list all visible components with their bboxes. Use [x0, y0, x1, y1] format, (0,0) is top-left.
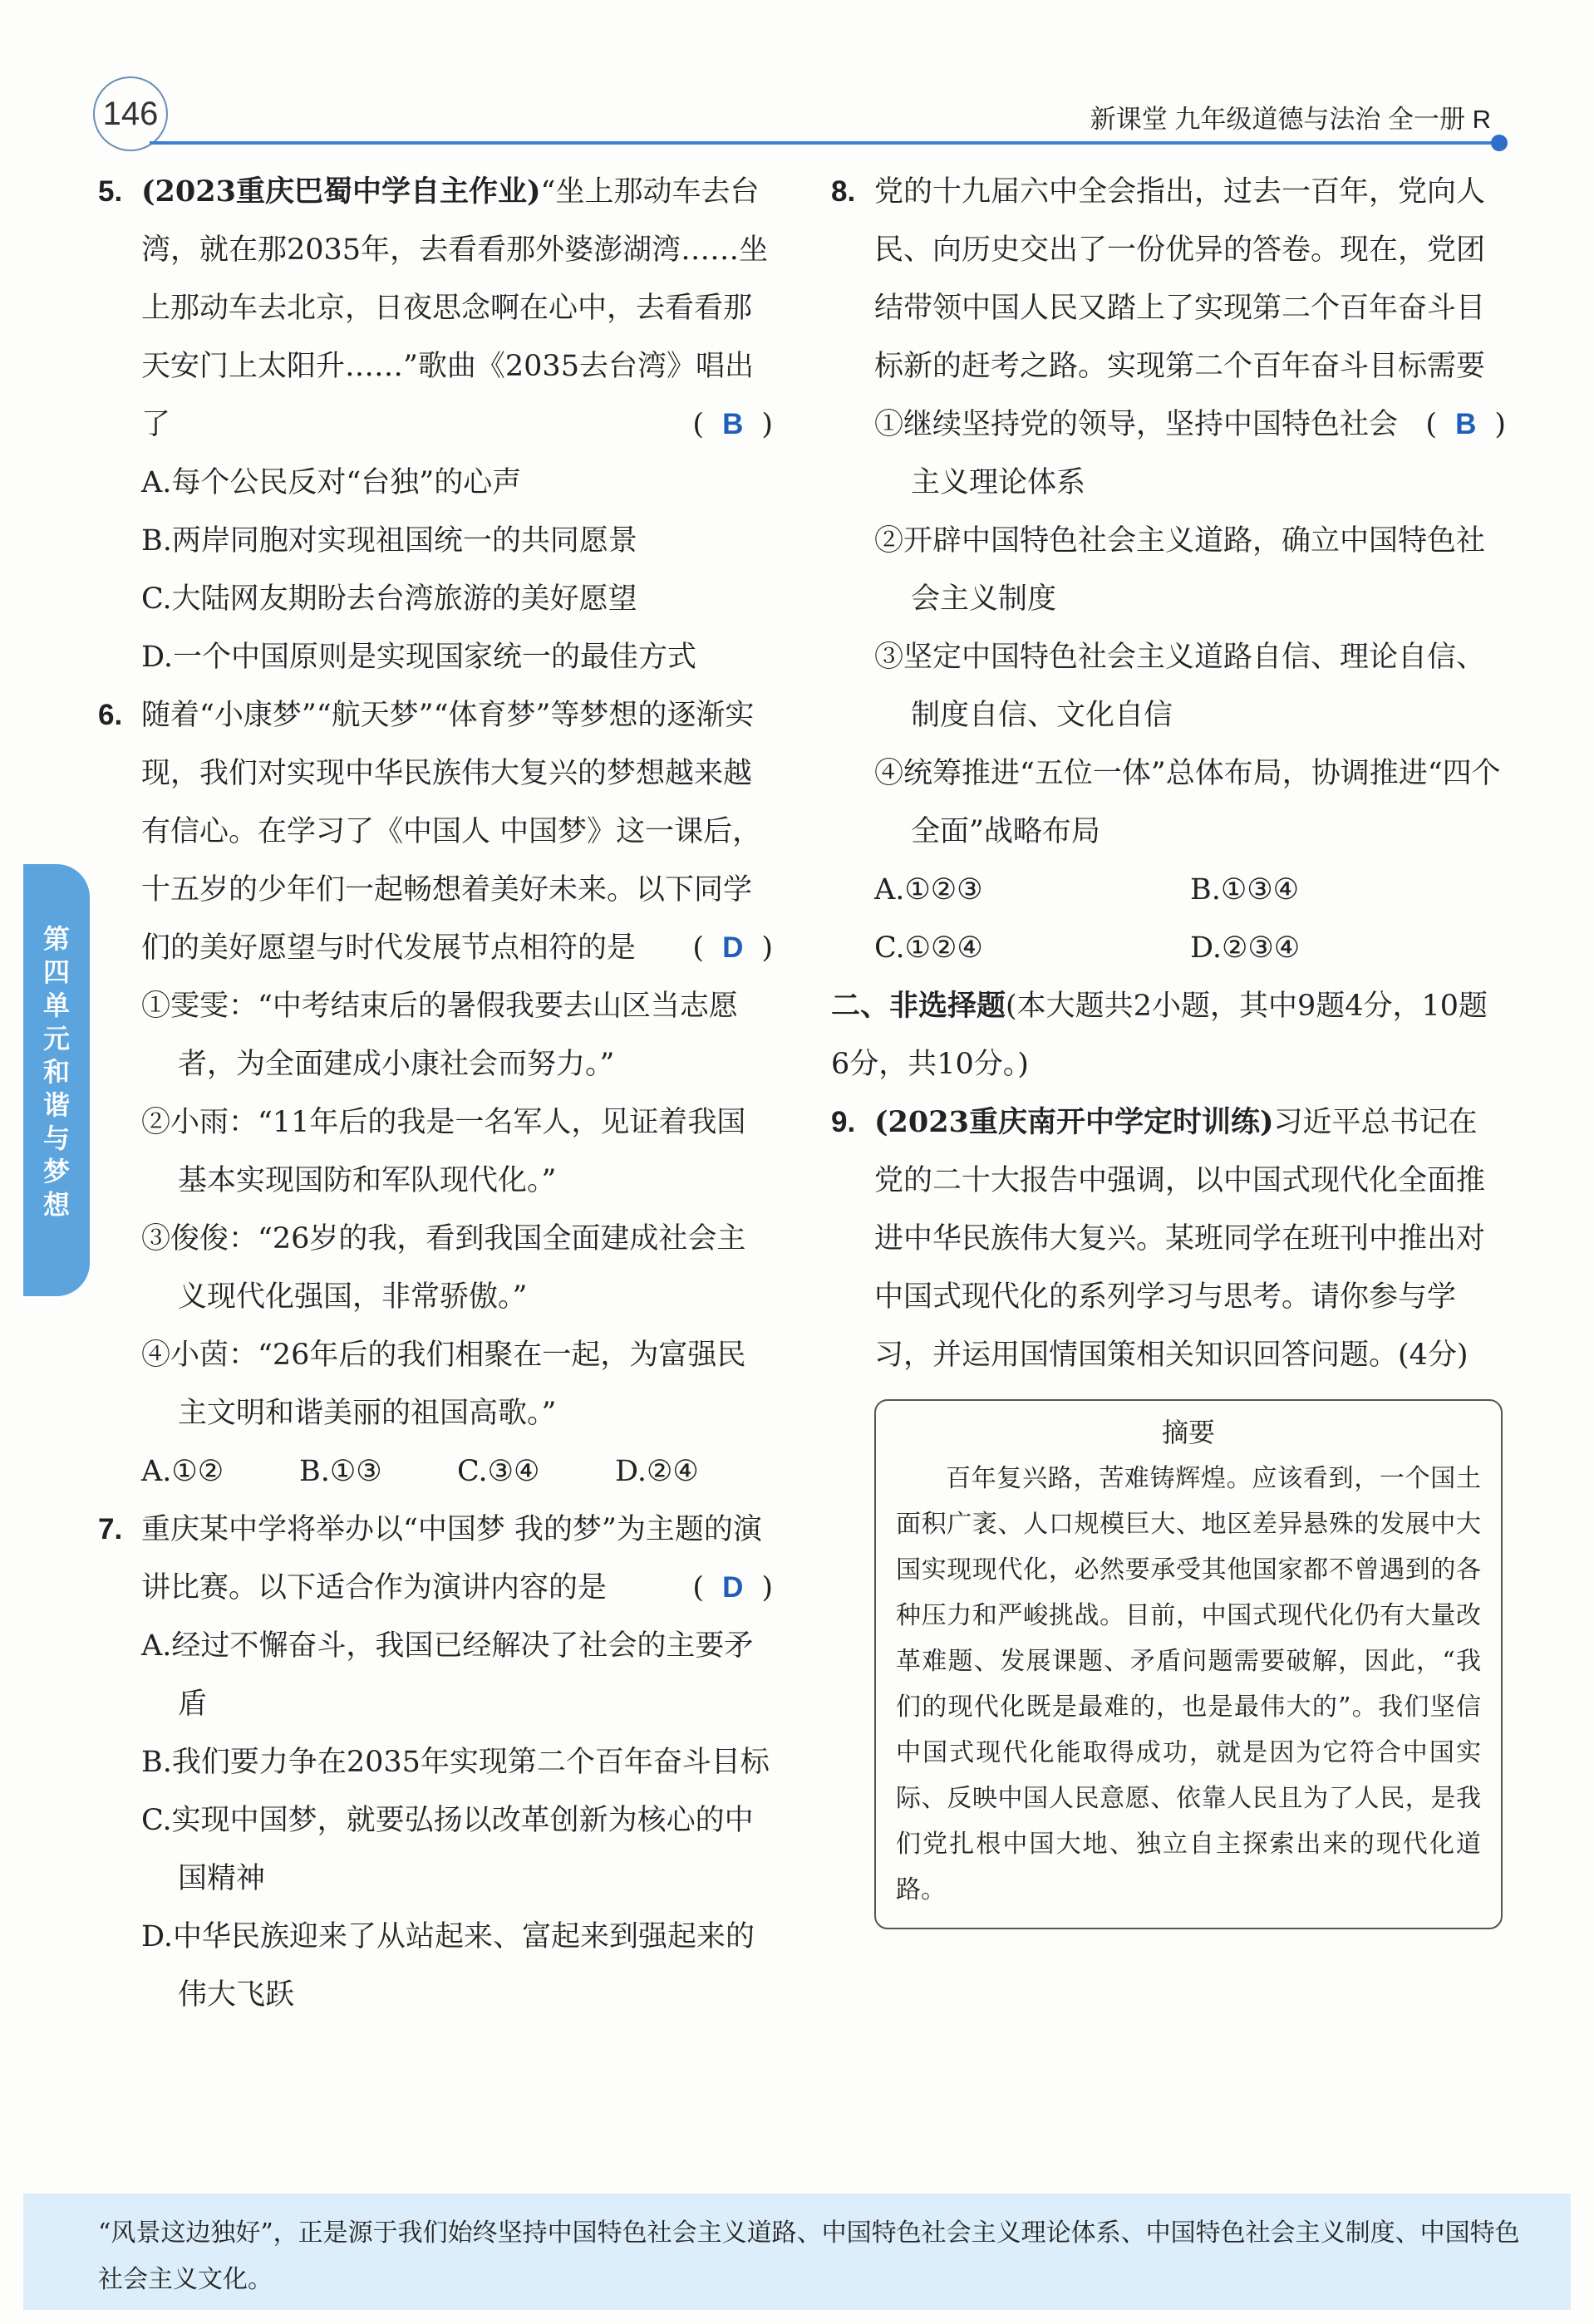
right-column [831, 163, 1506, 1929]
question-number: 9. [831, 1106, 856, 1138]
option-b: B.①③④ [1190, 873, 1299, 907]
question-stem: 随着“小康梦”“航天梦”“体育梦”等梦想的逐渐实现，我们对实现中华民族伟大复兴的梦想越来越有信心。在学习了《中国人 中国梦》这一课后，十五岁的少年们一起畅想着美好未来。以下同学们的美好愿望与时代发展节点相符的是 [141, 699, 762, 965]
option-b: B.两岸同胞对实现祖国统一的共同愿景 [141, 524, 637, 558]
option-b: B.①③ [299, 1455, 382, 1488]
question-number: 6. [98, 699, 123, 731]
summary-text: 百年复兴路，苦难铸辉煌。应该看到，一个国土面积广袤、人口规模巨大、地区差异悬殊的发展中大国实现现代化，必然要承受其他国家都不曾遇到的各种压力和严峻挑战。目前，中国式现代化仍有大量改革难题、发展课题、矛盾问题需要破解，因此，“我们的现代化既是最难的，也是最伟大的”。我们坚信中国式现代化能取得成功，就是因为它符合中国实际、反映中国人民意愿、依靠人民且为了人民，是我们党扎根中国大地、独立自主探索出来的现代化道路。 [896, 1464, 1481, 1904]
question-source: (2023重庆南开中学定时训练) [874, 1105, 1274, 1139]
option-a: A.经过不懈奋斗，我国已经解决了社会的主要矛盾 [141, 1629, 754, 1721]
answer-value: D [722, 1571, 744, 1604]
header-dot-icon [1491, 135, 1508, 151]
option-row [98, 1442, 773, 1501]
page-number: 146 [93, 76, 168, 151]
unit-side-tab [23, 864, 90, 1296]
answer-bracket: ( B ) [1425, 408, 1506, 441]
question-stem: 习近平总书记在党的二十大报告中强调，以中国式现代化全面推进中华民族伟大复兴。某班同学在班刊中推出对中国式现代化的系列学习与思考。请你参与学习，并运用国情国策相关知识回答问题。(4分) [874, 1106, 1486, 1372]
option-list [98, 1617, 773, 2024]
option-b: B.我们要力争在2035年实现第二个百年奋斗目标 [141, 1746, 770, 1779]
question-8 [831, 163, 1506, 441]
option-c: C.实现中国梦，就要弘扬以改革创新为核心的中国精神 [141, 1804, 754, 1895]
answer-value: D [722, 931, 744, 964]
option-d: D.中华民族迎来了从站起来、富起来到强起来的伟大飞跃 [141, 1920, 755, 2012]
statement-item: ③俊俊：“26岁的我，看到我国全面建成社会主义现代化强国，非常骄傲。” [141, 1222, 746, 1314]
question-source: (2023重庆巴蜀中学自主作业) [141, 174, 541, 209]
statement-item: ①雯雯：“中考结束后的暑假我要去山区当志愿者，为全面建成小康社会而努力。” [141, 990, 738, 1081]
header-rule [150, 141, 1496, 145]
option-a: A.①②③ [874, 873, 983, 907]
question-number: 7. [98, 1513, 123, 1545]
left-column [98, 163, 773, 2024]
summary-title: 摘要 [1161, 1417, 1215, 1447]
statement-list [98, 977, 773, 1442]
answer-bracket: ( D ) [692, 931, 773, 965]
question-stem: 重庆某中学将举办以“中国梦 我的梦”为主题的演讲比赛。以下适合作为演讲内容的是 [141, 1513, 762, 1604]
question-5 [98, 163, 773, 454]
unit-side-tab-label: 第四单元 和谐与梦想 [42, 924, 70, 1220]
section-heading [831, 977, 1506, 1093]
option-a: A.每个公民反对“台独”的心声 [141, 466, 522, 499]
question-number: 5. [98, 175, 123, 208]
option-c: C.③④ [457, 1455, 540, 1488]
section-note: (本大题共2小题，其中9题4分，10题6分，共10分。) [831, 990, 1488, 1081]
answer-value: B [1455, 408, 1477, 440]
statement-item: ③坚定中国特色社会主义道路自信、理论自信、制度自信、文化自信 [874, 641, 1486, 732]
question-stem: 党的十九届六中全会指出，过去一百年，党向人民、向历史交出了一份优异的答卷。现在，党团结带领中国人民又踏上了实现第二个百年奋斗目标新的赶考之路。实现第二个百年奋斗目标需要 [874, 175, 1486, 383]
question-stem: “坐上那动车去台湾，就在那2035年，去看看那外婆澎湖湾……坐上那动车去北京，日夜思念啊在心中，去看看那天安门上太阳升……”歌曲《2035去台湾》唱出了 [141, 175, 769, 441]
statement-item: ④小茵：“26年后的我们相聚在一起，为富强民主文明和谐美丽的祖国高歌。” [141, 1339, 746, 1430]
statement-list [831, 396, 1506, 861]
answer-value: B [722, 408, 744, 440]
option-a: A.①② [141, 1455, 224, 1488]
option-d: D.②③④ [1190, 931, 1301, 965]
question-6 [98, 686, 773, 977]
section-title: 二、非选择题 [831, 990, 1006, 1022]
option-d: D.一个中国原则是实现国家统一的最佳方式 [141, 641, 696, 674]
statement-item: ①继续坚持党的领导，坚持中国特色社会主义理论体系 [874, 408, 1399, 499]
question-7 [98, 1501, 773, 1617]
statement-item: ②开辟中国特色社会主义道路，确立中国特色社会主义制度 [874, 524, 1486, 616]
answer-bracket: ( D ) [692, 1571, 773, 1604]
statement-item: ④统筹推进“五位一体”总体布局，协调推进“四个全面”战略布局 [874, 757, 1501, 848]
option-d: D.②④ [615, 1455, 699, 1488]
option-grid [831, 861, 1506, 977]
option-c: C.大陆网友期盼去台湾旅游的美好愿望 [141, 582, 637, 616]
option-c: C.①②④ [874, 931, 983, 965]
question-number: 8. [831, 175, 856, 208]
question-9 [831, 1093, 1506, 1384]
statement-item: ②小雨：“11年后的我是一名军人，见证着我国基本实现国防和军队现代化。” [141, 1106, 746, 1197]
footer-quote: “风景这边独好”，正是源于我们始终坚持中国特色社会主义道路、中国特色社会主义理论体系、中国特色社会主义制度、中国特色社会主义文化。 [98, 2218, 1520, 2294]
book-title: 新课堂 九年级道德与法治 全一册 R [1090, 105, 1491, 134]
summary-box [874, 1399, 1503, 1929]
answer-bracket: ( B ) [692, 408, 773, 441]
